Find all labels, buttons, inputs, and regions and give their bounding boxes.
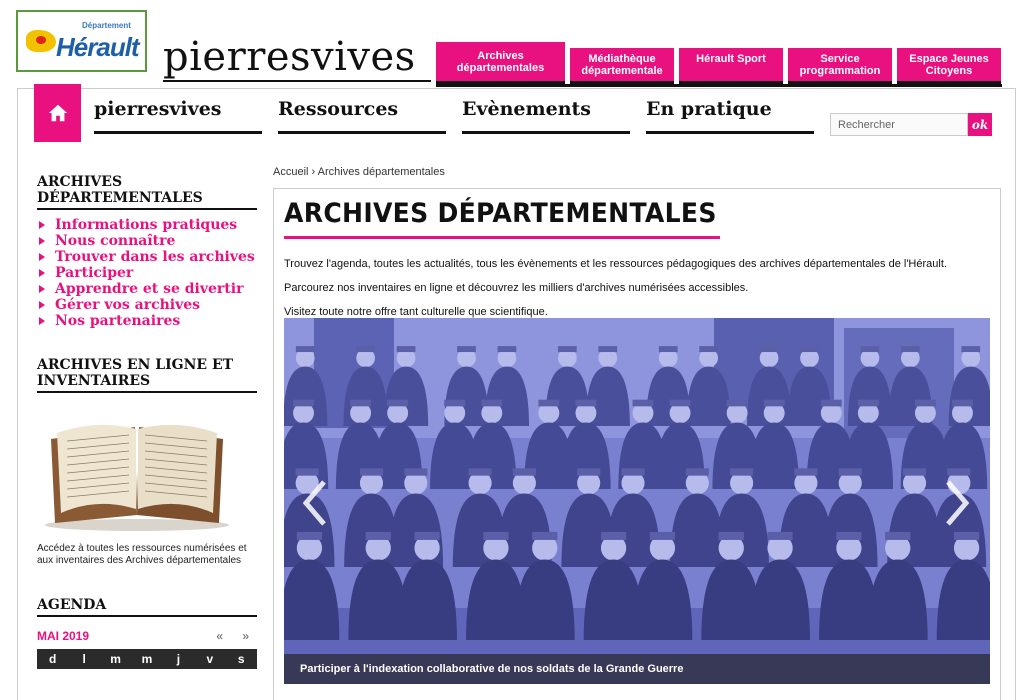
- nav-ressources[interactable]: Ressources: [278, 96, 446, 134]
- home-icon: [47, 102, 69, 124]
- arrow-right-icon: [39, 221, 45, 229]
- chevron-right-icon: [942, 478, 972, 528]
- nav-pierresvives[interactable]: pierresvives: [94, 96, 262, 134]
- top-tab-service-programmation[interactable]: Service programmation: [788, 48, 892, 84]
- arrow-right-icon: [39, 301, 45, 309]
- agenda-widget: [37, 597, 257, 669]
- nav-evenements[interactable]: Evènements: [462, 96, 630, 134]
- sidebar-link-apprendre[interactable]: [37, 281, 257, 297]
- soldiers-photo: [284, 318, 990, 684]
- agenda-nav-arrows[interactable]: « »: [216, 629, 257, 643]
- site-title-rule: [163, 80, 431, 82]
- sidebar-link-partenaires[interactable]: [37, 313, 257, 329]
- departement-logo[interactable]: [16, 10, 147, 72]
- arrow-right-icon: [39, 237, 45, 245]
- slider-caption[interactable]: Participer à l'indexation collaborative de nos soldats de la Grande Guerre: [284, 654, 990, 684]
- sidebar-link-label: Nos partenaires: [55, 313, 181, 329]
- slider-prev-button[interactable]: [300, 478, 330, 528]
- sidebar-link-label: Apprendre et se divertir: [55, 281, 244, 297]
- sidebar-link-label: Nous connaître: [55, 233, 176, 249]
- sidebar-link-label: Trouver dans les archives: [55, 249, 255, 265]
- agenda-header: [37, 629, 257, 643]
- agenda-title: AGENDA: [37, 597, 257, 617]
- top-tab-mediatheque[interactable]: Médiathèque départementale: [570, 48, 674, 84]
- breadcrumb-current: Archives départementales: [317, 166, 445, 178]
- sidebar-archives-caption: Accédez à toutes les ressources numérisées et aux inventaires des Archives départementales: [37, 543, 247, 566]
- intro-paragraph-2: Parcourez nos inventaires en ligne et découvrez les milliers d'archives numérisées accessibles.: [284, 282, 749, 294]
- intro-paragraph-3: Visitez toute notre offre tant culturelle que scientifique.: [284, 306, 548, 318]
- weekday: j: [176, 652, 181, 666]
- archive-book-image[interactable]: [37, 405, 237, 533]
- arrow-right-icon: [39, 253, 45, 261]
- weekday: s: [237, 652, 245, 666]
- arrow-right-icon: [39, 285, 45, 293]
- sidebar-link-informations[interactable]: [37, 217, 257, 233]
- chevron-left-icon: [300, 478, 330, 528]
- site-title[interactable]: pierresvives: [163, 34, 416, 80]
- agenda-weekdays: [37, 649, 257, 669]
- breadcrumb-home-link[interactable]: Accueil: [273, 166, 309, 178]
- sidebar-link-label: Gérer vos archives: [55, 297, 201, 313]
- top-tabs: [436, 42, 1001, 84]
- top-tab-herault-sport[interactable]: Hérault Sport: [679, 48, 783, 84]
- top-tab-archives[interactable]: Archives départementales: [436, 42, 565, 84]
- weekday: m: [141, 652, 153, 666]
- breadcrumb: [273, 166, 445, 178]
- agenda-month: MAI 2019: [37, 629, 90, 643]
- breadcrumb-separator: ›: [311, 166, 316, 178]
- main-nav: [94, 96, 814, 134]
- header-rule: [436, 84, 1002, 87]
- weekday: l: [82, 652, 86, 666]
- sidebar-links: [37, 217, 257, 329]
- weekday: d: [49, 652, 57, 666]
- search-form: [830, 113, 992, 136]
- arrow-right-icon: [39, 269, 45, 277]
- search-input[interactable]: [830, 113, 968, 136]
- sidebar-link-label: Informations pratiques: [55, 217, 238, 233]
- top-tab-espace-jeunes[interactable]: Espace Jeunes Citoyens: [897, 48, 1001, 84]
- page-title: ARCHIVES DÉPARTEMENTALES: [284, 198, 717, 229]
- open-book-icon: [37, 405, 237, 533]
- sidebar-link-gerer[interactable]: [37, 297, 257, 313]
- image-slider[interactable]: [284, 318, 990, 684]
- logo-name-text: Hérault: [56, 32, 139, 62]
- search-submit-button[interactable]: ok: [968, 113, 992, 136]
- sidebar-title-archives-en-ligne: ARCHIVES EN LIGNE ET INVENTAIRES: [37, 357, 257, 393]
- logo-inner: [22, 16, 141, 66]
- logo-departement-text: Département: [82, 21, 131, 30]
- sidebar-title-archives: ARCHIVES DÉPARTEMENTALES: [37, 174, 257, 210]
- title-underline: [284, 236, 720, 239]
- sidebar-block-archives-en-ligne: [37, 357, 257, 567]
- nav-en-pratique[interactable]: En pratique: [646, 96, 814, 134]
- arrow-right-icon: [39, 317, 45, 325]
- herault-map-icon: [26, 30, 56, 52]
- intro-paragraph-1: Trouvez l'agenda, toutes les actualités, tous les évènements et les ressources pédagogiques des archives départementales de l'Hérault.: [284, 258, 947, 270]
- home-button[interactable]: [34, 84, 81, 142]
- sidebar-link-label: Participer: [55, 265, 134, 281]
- weekday: v: [206, 652, 214, 666]
- sidebar-link-trouver[interactable]: [37, 249, 257, 265]
- slider-next-button[interactable]: [942, 478, 972, 528]
- weekday: m: [110, 652, 121, 666]
- sidebar-link-nous-connaitre[interactable]: [37, 233, 257, 249]
- sidebar: [37, 174, 257, 669]
- sidebar-link-participer[interactable]: [37, 265, 257, 281]
